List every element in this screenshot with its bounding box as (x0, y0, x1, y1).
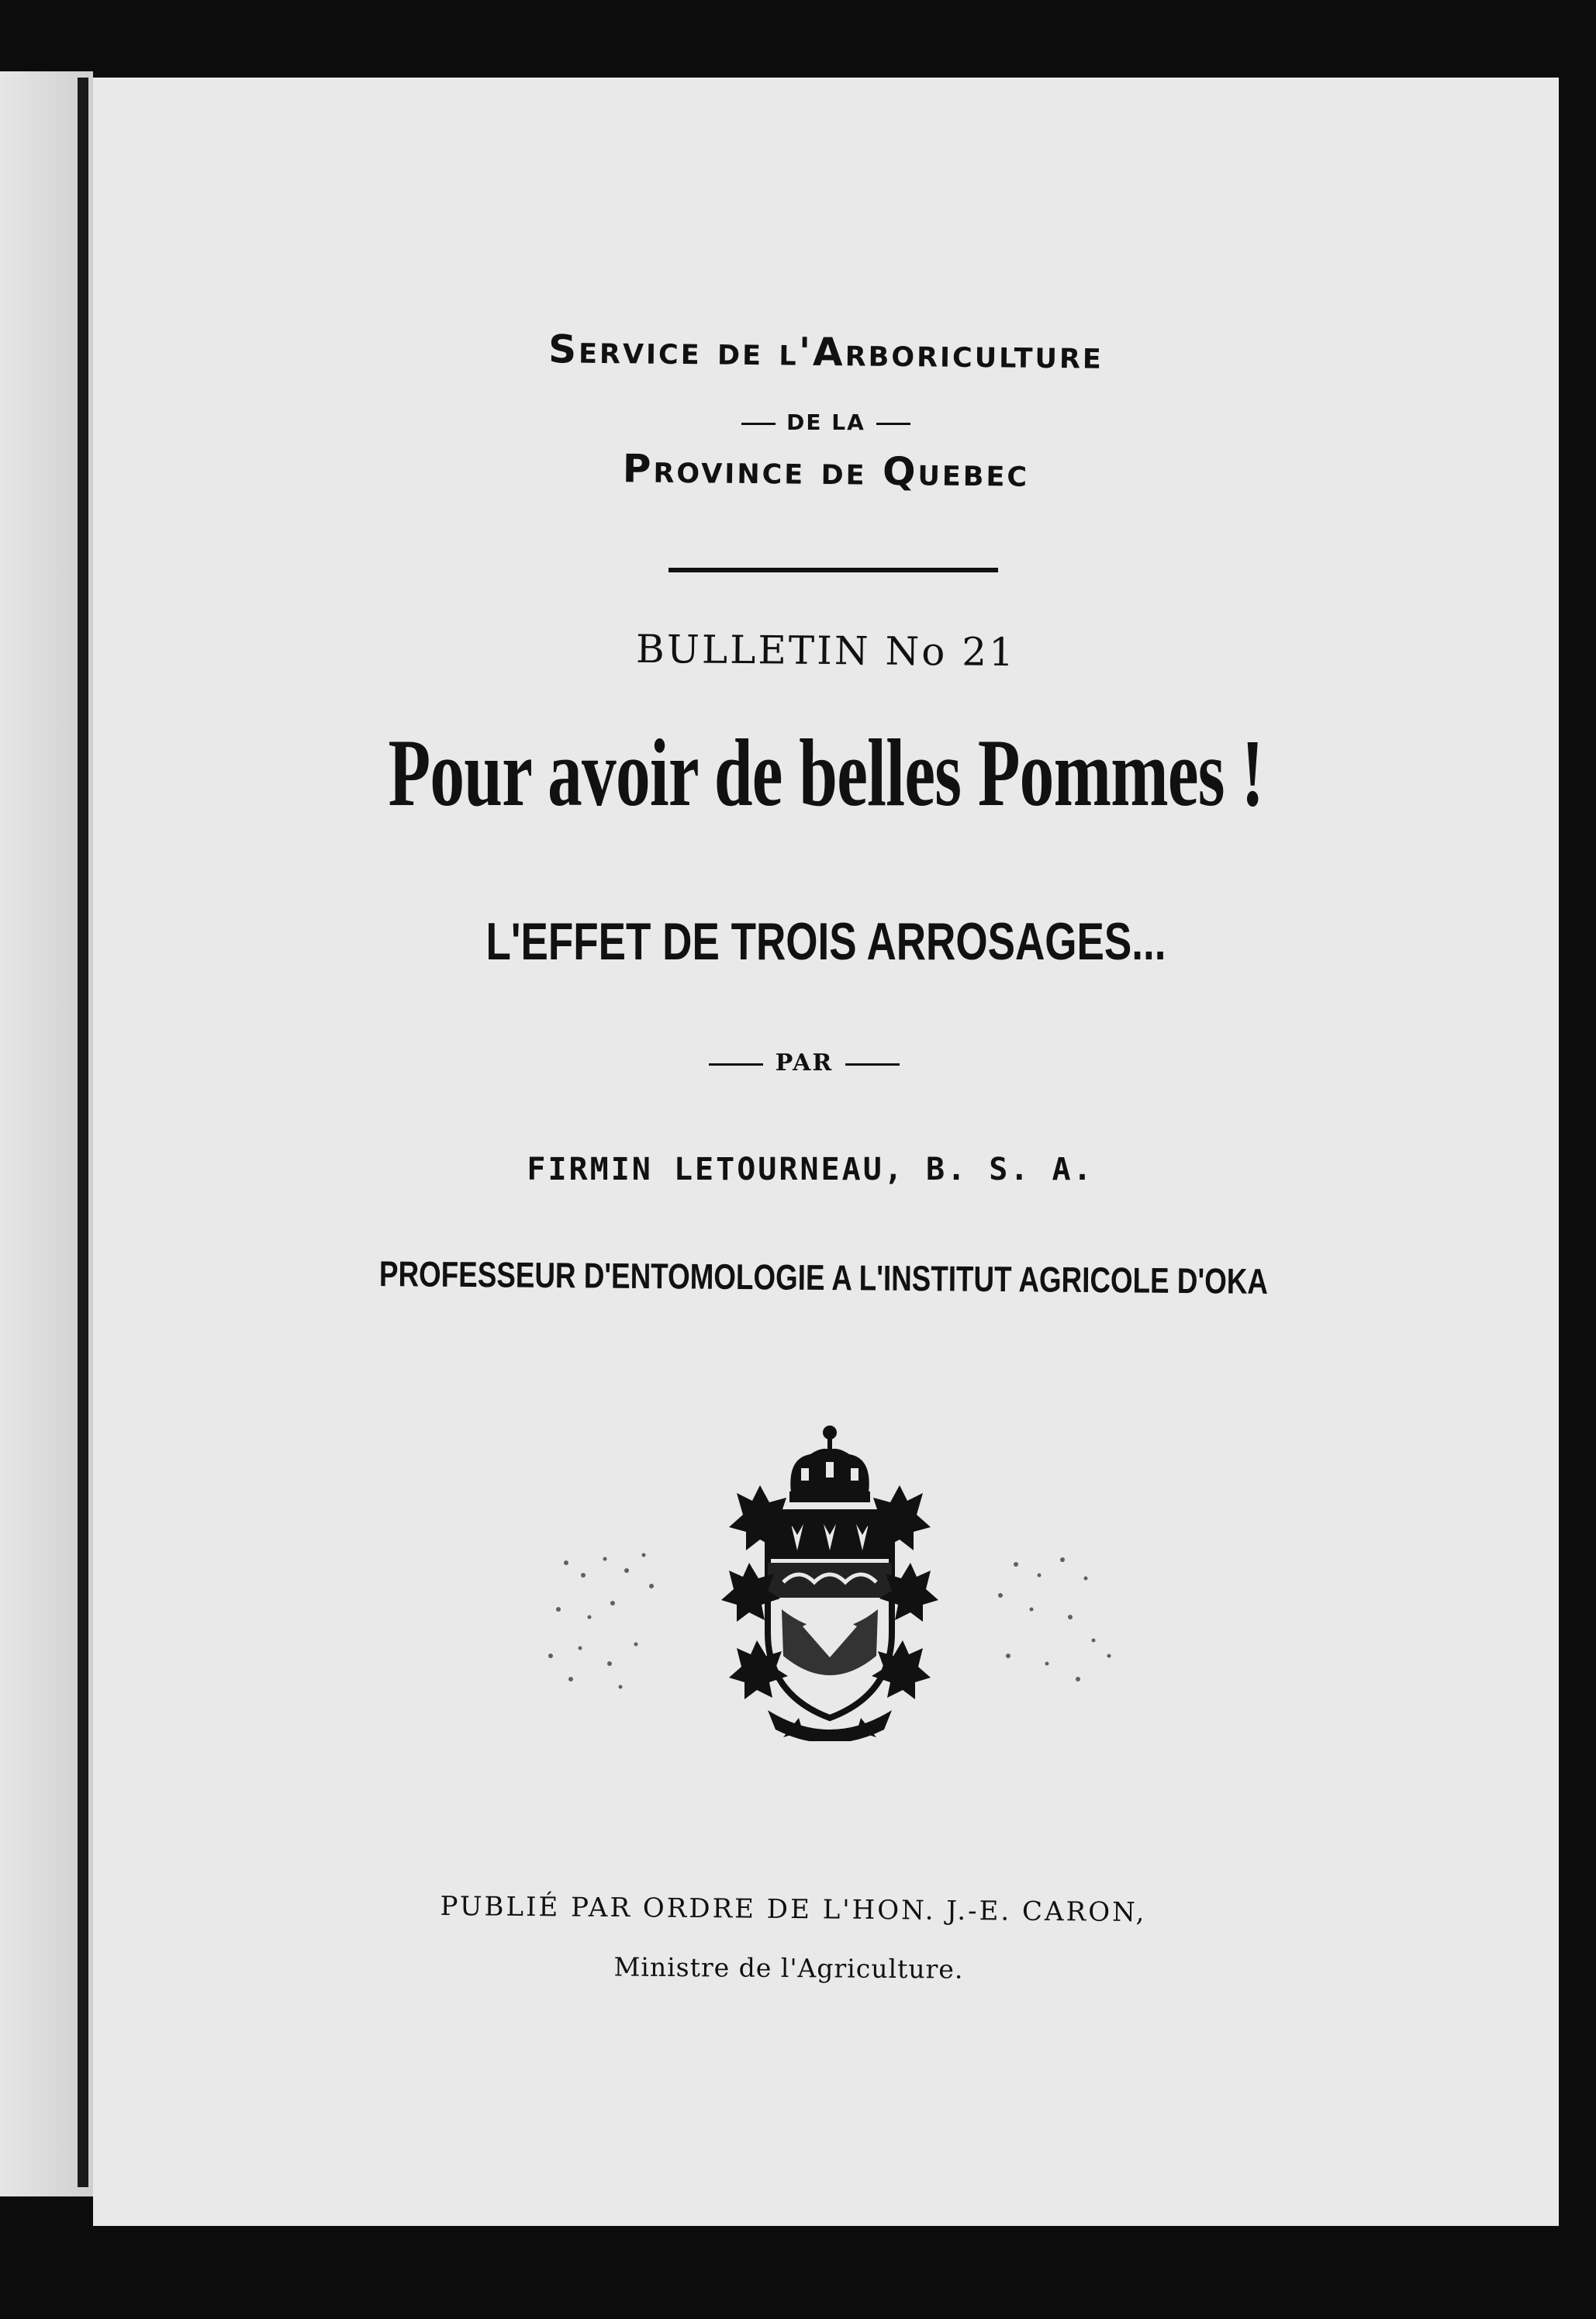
page-title: Pour avoir de belles Pommes ! (388, 720, 1264, 826)
dash-right (845, 1063, 900, 1066)
page-subtitle: L'EFFET DE TROIS ARROSAGES... (485, 912, 1166, 971)
header-province-line: Province de Quebec (622, 446, 1030, 496)
bulletin-number: BULLETIN No 21 (635, 626, 1017, 676)
publisher-line: PUBLIÉ PAR ORDRE DE L'HON. J.-E. CARON, (440, 1891, 1147, 1928)
dash-left (741, 423, 776, 425)
author-affiliation: PROFESSEUR D'ENTOMOLOGIE A L'INSTITUT AGRICOLE D'OKA (378, 1253, 1269, 1301)
dash-right (876, 423, 910, 425)
author-name: FIRMIN LETOURNEAU, B. S. A. (527, 1152, 1094, 1187)
header-dela-line (93, 410, 1559, 435)
par-text: PAR (775, 1049, 834, 1077)
header-rule (668, 568, 998, 572)
coat-of-arms-icon (535, 1423, 1124, 1741)
par-line (71, 1049, 1537, 1077)
binding-line (78, 78, 88, 2187)
header-dela-text: DE LA (786, 410, 865, 435)
title-page (93, 78, 1559, 2226)
ministry-line: Ministre de l'Agriculture. (613, 1951, 964, 1985)
dash-left (709, 1063, 763, 1066)
header-service-line: Service de l'Arboriculture (548, 327, 1104, 378)
